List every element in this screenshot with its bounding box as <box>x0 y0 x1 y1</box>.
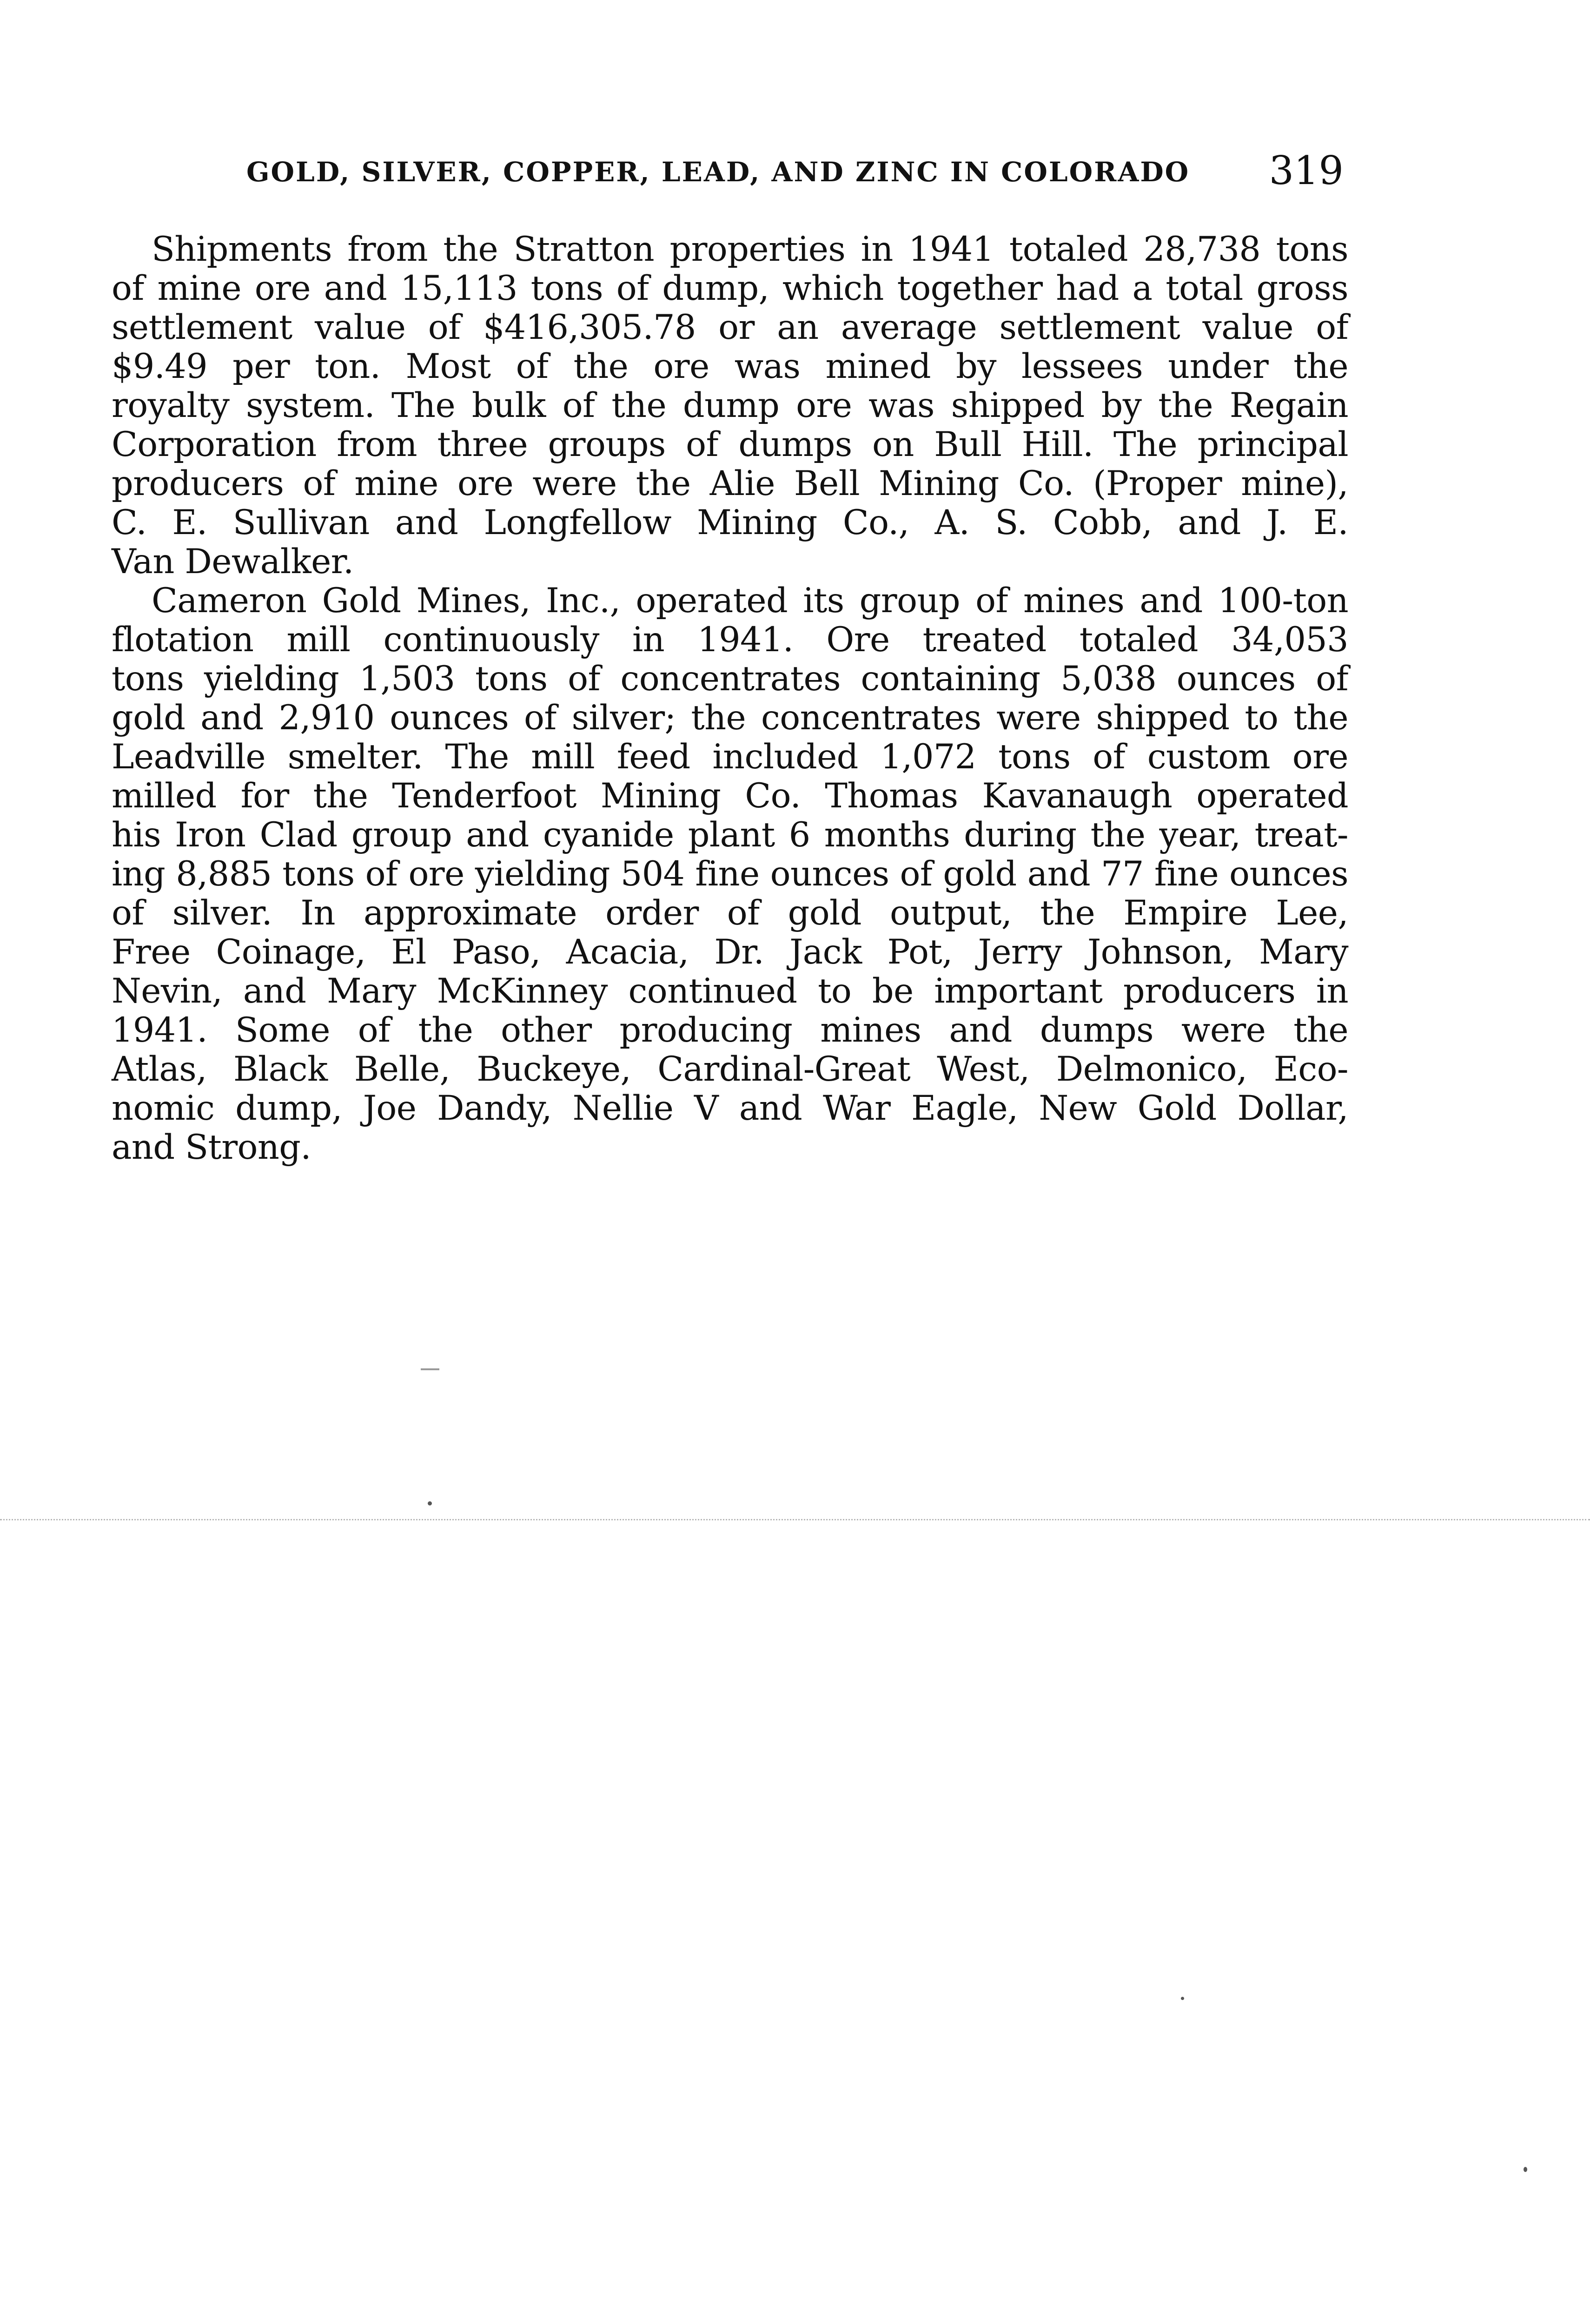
paragraph-line: Cameron Gold Mines, Inc., operated its group of mines and 100-ton <box>152 581 1348 621</box>
paragraph-line: 1941. Some of the other producing mines and dumps were the <box>112 1010 1348 1050</box>
paragraph-line: Nevin, and Mary McKinney continued to be important producers in <box>112 971 1348 1011</box>
scan-speck <box>421 1368 439 1370</box>
paragraph-line: of mine ore and 15,113 tons of dump, which together had a total gross <box>112 269 1348 308</box>
scan-fold-line <box>0 1519 1590 1520</box>
paragraph-line: royalty system. The bulk of the dump ore was shipped by the Regain <box>112 386 1348 425</box>
paragraph-line: producers of mine ore were the Alie Bell Mining Co. (Proper mine), <box>112 464 1348 503</box>
paragraph-line: Shipments from the Stratton properties in 1941 totaled 28,738 tons <box>152 230 1348 269</box>
paragraph-line: tons yielding 1,503 tons of concentrates containing 5,038 ounces of <box>112 659 1348 699</box>
paragraph-line: of silver. In approximate order of gold output, the Empire Lee, <box>112 893 1348 933</box>
paragraph-line: C. E. Sullivan and Longfellow Mining Co., A. S. Cobb, and J. E. <box>112 503 1348 542</box>
running-head <box>246 148 1344 199</box>
running-title: GOLD, SILVER, COPPER, LEAD, AND ZINC IN COLORADO <box>246 156 1190 188</box>
paragraph-line: Van Dewalker. <box>112 542 354 581</box>
paragraph-line: and Strong. <box>112 1128 311 1167</box>
scan-speck <box>428 1501 432 1505</box>
paragraph-line: flotation mill continuously in 1941. Ore treated totaled 34,053 <box>112 620 1348 660</box>
paragraph-line: ing 8,885 tons of ore yielding 504 fine ounces of gold and 77 fine ounces <box>112 854 1348 894</box>
body-text <box>112 230 1348 1167</box>
paragraph-line: gold and 2,910 ounces of silver; the concentrates were shipped to the <box>112 698 1348 738</box>
paragraph-line: nomic dump, Joe Dandy, Nellie V and War Eagle, New Gold Dollar, <box>112 1089 1348 1128</box>
scan-speck <box>1181 1997 1184 2000</box>
paragraph-line: Atlas, Black Belle, Buckeye, Cardinal-Great West, Delmonico, Eco- <box>112 1050 1348 1089</box>
page-number: 319 <box>1269 148 1344 193</box>
paragraph-line: Leadville smelter. The mill feed included 1,072 tons of custom ore <box>112 737 1348 777</box>
scan-speck <box>1524 2167 1527 2172</box>
paragraph-line: $9.49 per ton. Most of the ore was mined by lessees under the <box>112 347 1348 386</box>
paragraph-line: Free Coinage, El Paso, Acacia, Dr. Jack Pot, Jerry Johnson, Mary <box>112 932 1348 972</box>
paragraph-line: milled for the Tenderfoot Mining Co. Thomas Kavanaugh operated <box>112 776 1348 816</box>
paragraph-line: his Iron Clad group and cyanide plant 6 months during the year, treat- <box>112 815 1348 855</box>
paragraph-line: settlement value of $416,305.78 or an average settlement value of <box>112 308 1348 347</box>
paragraph-line: Corporation from three groups of dumps on Bull Hill. The principal <box>112 425 1348 464</box>
